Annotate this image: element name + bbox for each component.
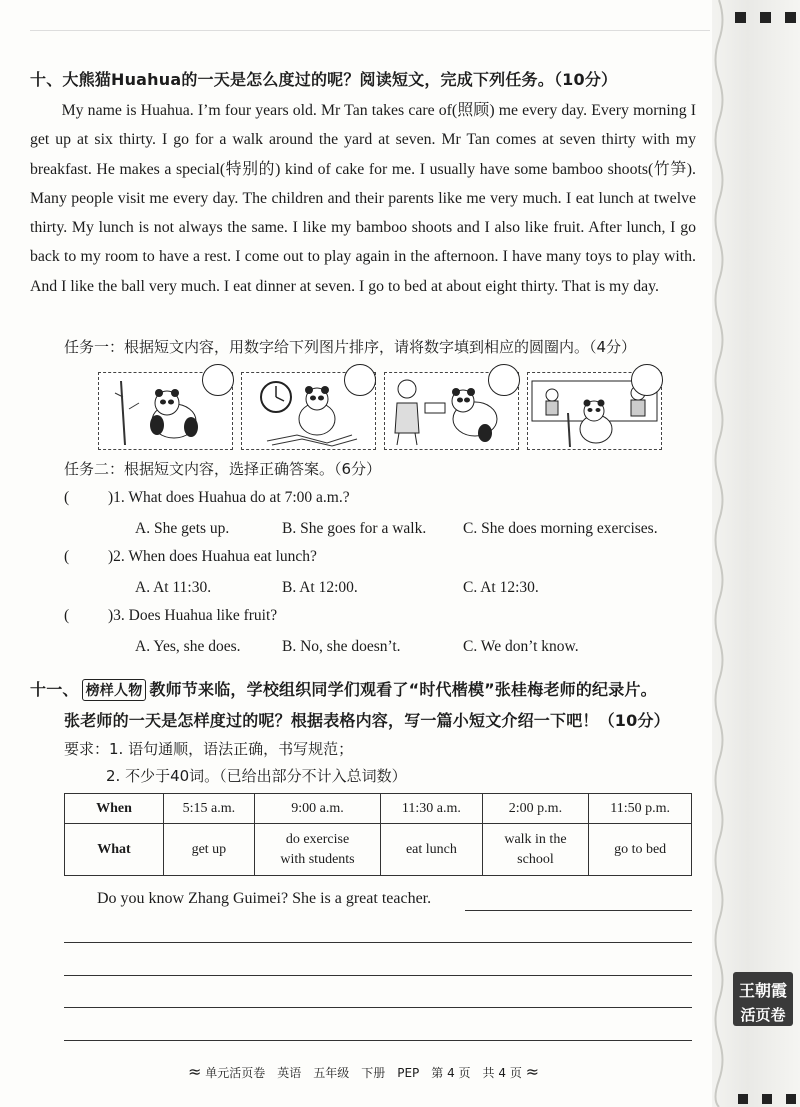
activity-text: do exercise	[285, 831, 350, 847]
activity-text: get up	[191, 841, 227, 857]
activity-cell	[482, 824, 589, 876]
question-3: )3. Does Huahua like fruit?	[108, 607, 278, 624]
requirement-1: 要求：1. 语句通顺，语法正确，书写规范；	[64, 740, 354, 758]
q2-option-a: A. At 11:30.	[135, 579, 212, 596]
top-rule	[30, 30, 710, 31]
requirement-2: 2. 不少于40词。（已给出部分不计入总词数）	[106, 767, 407, 785]
badge-line2: 活页卷	[740, 1006, 786, 1024]
writing-line[interactable]	[64, 1007, 692, 1008]
page-footer	[188, 1062, 539, 1081]
q1-option-b: B. She goes for a walk.	[282, 520, 427, 537]
question-1-paren[interactable]: (	[64, 489, 70, 506]
task2-instruction: 任务二：根据短文内容，选择正确答案。（6分）	[64, 460, 382, 478]
q1-option-c: C. She does morning exercises.	[463, 520, 658, 537]
writing-line[interactable]	[465, 910, 692, 911]
section-11-title-text: 教师节来临，学校组织同学们观看了“时代楷模”张桂梅老师的纪录片。	[149, 680, 657, 699]
footer-wave-icon: ≈	[188, 1062, 202, 1081]
section-11-number: 十一、	[30, 680, 79, 699]
answer-circle-4[interactable]	[631, 364, 663, 396]
time-cell: 11:50 p.m.	[589, 794, 692, 824]
reading-passage	[30, 96, 696, 301]
q3-option-b: B. No, she doesn’t.	[282, 638, 401, 655]
activity-text: walk in the	[504, 831, 567, 847]
schedule-table	[64, 793, 692, 876]
writing-line[interactable]	[64, 975, 692, 976]
registration-mark	[762, 1094, 772, 1104]
time-cell: 11:30 a.m.	[381, 794, 482, 824]
badge-line1: 王朝霞	[738, 981, 787, 1000]
wavy-edge	[712, 0, 726, 1107]
registration-mark	[760, 12, 771, 23]
activity-text: school	[517, 851, 554, 867]
writing-starter: Do you know Zhang Guimei? She is a great teacher.	[97, 890, 432, 907]
registration-mark	[738, 1094, 748, 1104]
activity-text: eat lunch	[405, 841, 457, 857]
answer-circle-3[interactable]	[488, 364, 520, 396]
publisher-badge	[733, 972, 793, 1026]
q3-option-a: A. Yes, she does.	[135, 638, 241, 655]
time-cell: 9:00 a.m.	[254, 794, 380, 824]
question-3-paren[interactable]: (	[64, 607, 70, 624]
section-10-title: 十、大熊猫Huahua的一天是怎么度过的呢？阅读短文，完成下列任务。（10分）	[30, 70, 618, 89]
writing-line[interactable]	[64, 942, 692, 943]
footer-text: 单元活页卷 英语 五年级 下册 PEP 第 4 页 共 4 页	[205, 1066, 522, 1080]
registration-mark	[785, 12, 796, 23]
section-11-title	[30, 677, 657, 701]
answer-circle-1[interactable]	[202, 364, 234, 396]
q3-option-c: C. We don’t know.	[463, 638, 579, 655]
footer-wave-icon: ≈	[525, 1062, 540, 1081]
question-2-paren[interactable]: (	[64, 548, 70, 565]
writing-line[interactable]	[64, 1040, 692, 1041]
activity-cell	[164, 824, 255, 876]
q1-option-a: A. She gets up.	[135, 520, 230, 537]
activity-text: with students	[280, 851, 355, 867]
time-cell: 2:00 p.m.	[482, 794, 589, 824]
activity-cell	[254, 824, 380, 876]
task1-instruction: 任务一：根据短文内容，用数字给下列图片排序，请将数字填到相应的圆圈内。（4分）	[64, 338, 637, 356]
answer-circle-2[interactable]	[344, 364, 376, 396]
when-label: When	[65, 794, 164, 824]
q2-option-c: C. At 12:30.	[463, 579, 539, 596]
activity-cell	[381, 824, 482, 876]
activity-text: go to bed	[614, 841, 667, 857]
what-label: What	[65, 824, 164, 876]
activity-cell	[589, 824, 692, 876]
section-11-title-line2: 张老师的一天是怎样度过的呢？根据表格内容，写一篇小短文介绍一下吧！（10分）	[64, 711, 670, 730]
registration-mark	[735, 12, 746, 23]
q2-option-b: B. At 12:00.	[282, 579, 358, 596]
registration-mark	[786, 1094, 796, 1104]
time-cell: 5:15 a.m.	[164, 794, 255, 824]
question-1: )1. What does Huahua do at 7:00 a.m.?	[108, 489, 350, 506]
question-2: )2. When does Huahua eat lunch?	[108, 548, 317, 565]
passage-text: My name is Huahua. I’m four years old. Mr Tan takes care of(照顾) me every day. Every morning I get up at six thirty. I go for a walk around the yard at seven. Mr Tan comes at seven thirty with my breakfast. He makes a special(特别的) kind of cake for me. I usually have some bamboo shoots(竹笋). Many people visit me every day. The children and their parents like me very much. I eat lunch at twelve thirty. My lunch is not always the same. I like my bamboo shoots and I also like fruit. After lunch, I go back to my room to have a rest. I come out to play again in the afternoon. I have many toys to play with. And I like the ball very much. I eat dinner at seven. I go to bed at about eight thirty. That is my day.	[30, 102, 696, 295]
role-model-tag: 榜样人物	[82, 679, 147, 701]
